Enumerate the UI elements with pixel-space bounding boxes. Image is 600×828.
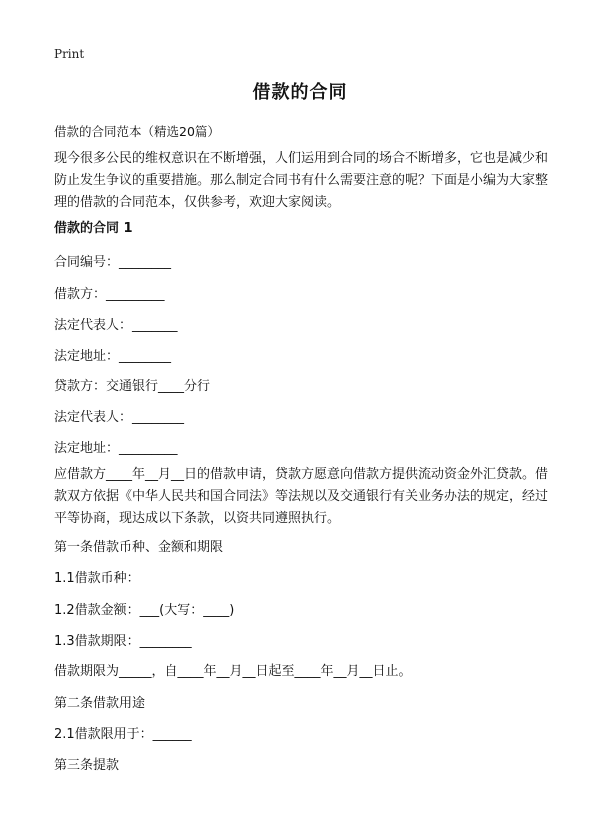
- borrower-field: 借款方：_________: [54, 287, 165, 302]
- application-paragraph: 应借款方____年__月__日的借款申请，贷款方愿意向借款方提供流动资金外汇贷款。借款双方依据《中华人民共和国合同法》等法规以及交通银行有关业务办法的规定，经过平等协商，现达成以下条款，以资共同遵照执行。: [54, 467, 549, 526]
- lender-legal-address-field: 法定地址：_________: [54, 441, 178, 456]
- lender-legal-representative-field: 法定代表人：________: [54, 410, 185, 425]
- loan-period-item: 借款期限为_____，自____年__月__日起至____年__月__日止。: [54, 664, 412, 679]
- article-1-heading: 第一条借款币种、金额和期限: [54, 540, 224, 555]
- section-heading: 借款的合同 1: [54, 221, 133, 236]
- intro-paragraph: 现今很多公民的维权意识在不断增强，人们运用到合同的场合不断增多，它也是减少和防止发生争议的重要措施。那么制定合同书有什么需要注意的呢？下面是小编为大家整理的借款的合同范本，仅供参考，欢迎大家阅读。: [54, 151, 549, 210]
- page-title: 借款的合同: [252, 82, 348, 103]
- contract-number-field: 合同编号：________: [54, 255, 172, 270]
- print-link[interactable]: Print: [54, 47, 85, 61]
- loan-currency-item: 1.1借款币种：: [54, 571, 140, 586]
- document-subtitle: 借款的合同范本（精选20篇）: [54, 124, 220, 139]
- loan-term-item: 1.3借款期限：________: [54, 634, 192, 649]
- loan-amount-item: 1.2借款金额：___(大写：____): [54, 603, 235, 618]
- legal-representative-field: 法定代表人：_______: [54, 318, 178, 333]
- legal-address-field: 法定地址：________: [54, 349, 172, 364]
- loan-usage-item: 2.1借款限用于：______: [54, 727, 192, 742]
- lender-field: 贷款方：交通银行____分行: [54, 379, 211, 394]
- article-3-heading: 第三条提款: [54, 758, 120, 773]
- article-2-heading: 第二条借款用途: [54, 696, 146, 711]
